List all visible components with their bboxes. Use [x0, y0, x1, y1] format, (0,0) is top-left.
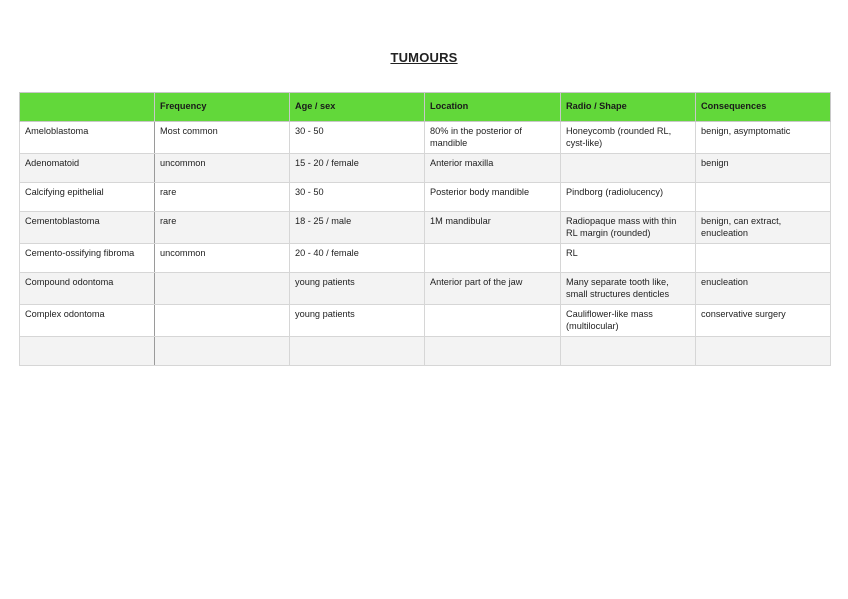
table-row: [20, 212, 831, 244]
table-cell: Calcifying epithelial: [20, 183, 155, 212]
table-cell: Cauliflower-like mass (multilocular): [561, 305, 696, 337]
table-cell: Anterior part of the jaw: [425, 273, 561, 305]
table-cell: [20, 337, 155, 366]
table-cell: Most common: [155, 122, 290, 154]
table-cell: Cemento-ossifying fibroma: [20, 244, 155, 273]
table-cell: 1M mandibular: [425, 212, 561, 244]
tumours-table: [19, 92, 831, 366]
table-cell: [561, 154, 696, 183]
table-cell: Compound odontoma: [20, 273, 155, 305]
table-cell: Honeycomb (rounded RL, cyst-like): [561, 122, 696, 154]
table-cell: young patients: [290, 305, 425, 337]
table-cell: [290, 337, 425, 366]
table-row: [20, 244, 831, 273]
table-cell: [425, 337, 561, 366]
table-cell: Many separate tooth like, small structures denticles: [561, 273, 696, 305]
table-cell: 20 - 40 / female: [290, 244, 425, 273]
table-cell: RL: [561, 244, 696, 273]
table-cell: enucleation: [696, 273, 831, 305]
column-header-frequency: Frequency: [155, 93, 290, 122]
table-cell: Cementoblastoma: [20, 212, 155, 244]
column-header-consequences: Consequences: [696, 93, 831, 122]
column-header-age-sex: Age / sex: [290, 93, 425, 122]
page-title: TUMOURS: [390, 50, 458, 65]
table-cell: Radiopaque mass with thin RL margin (rounded): [561, 212, 696, 244]
table-cell: Anterior maxilla: [425, 154, 561, 183]
table-cell: benign, can extract, enucleation: [696, 212, 831, 244]
table-cell: [155, 337, 290, 366]
table-cell: Pindborg (radiolucency): [561, 183, 696, 212]
table-row: [20, 154, 831, 183]
table-cell: rare: [155, 212, 290, 244]
column-header-location: Location: [425, 93, 561, 122]
table-cell: Adenomatoid: [20, 154, 155, 183]
table-row: [20, 337, 831, 366]
table-row: [20, 273, 831, 305]
table-cell: Complex odontoma: [20, 305, 155, 337]
table-cell: [696, 183, 831, 212]
table-cell: uncommon: [155, 154, 290, 183]
table-header-row: [20, 93, 831, 122]
column-header-radio-shape: Radio / Shape: [561, 93, 696, 122]
table-cell: benign: [696, 154, 831, 183]
table-cell: [425, 244, 561, 273]
table-row: [20, 183, 831, 212]
table-cell: 80% in the posterior of mandible: [425, 122, 561, 154]
table-cell: 30 - 50: [290, 183, 425, 212]
table-cell: 18 - 25 / male: [290, 212, 425, 244]
table-cell: conservative surgery: [696, 305, 831, 337]
table-cell: [696, 244, 831, 273]
table-cell: benign, asymptomatic: [696, 122, 831, 154]
table-cell: rare: [155, 183, 290, 212]
table-cell: young patients: [290, 273, 425, 305]
column-header-name: [20, 93, 155, 122]
table-cell: [155, 273, 290, 305]
table-row: [20, 122, 831, 154]
table-cell: Posterior body mandible: [425, 183, 561, 212]
table-cell: [561, 337, 696, 366]
table-cell: [696, 337, 831, 366]
table-cell: [155, 305, 290, 337]
table-cell: 15 - 20 / female: [290, 154, 425, 183]
table-cell: Ameloblastoma: [20, 122, 155, 154]
table-cell: 30 - 50: [290, 122, 425, 154]
table-row: [20, 305, 831, 337]
table-cell: uncommon: [155, 244, 290, 273]
table-cell: [425, 305, 561, 337]
